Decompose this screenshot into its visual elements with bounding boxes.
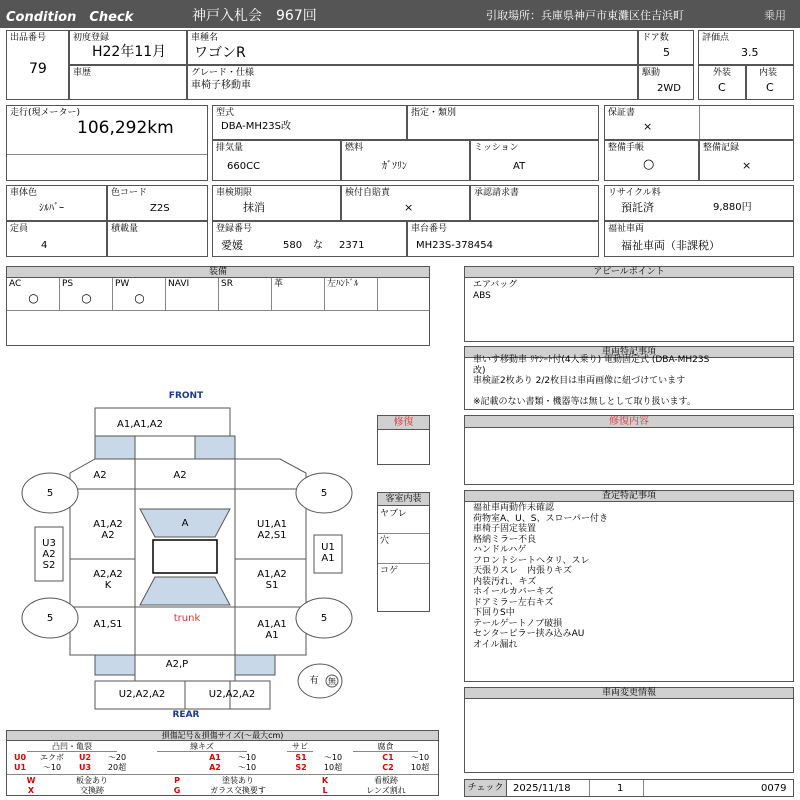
legend-code: K — [321, 776, 329, 785]
reg-cell — [69, 30, 187, 65]
score-label: 評価点 — [702, 33, 730, 43]
tire-rear-right-depth: 5 — [320, 613, 328, 624]
inspect-cell — [212, 185, 341, 221]
disp-value: 660CC — [227, 161, 261, 172]
legend-code: U3 — [78, 763, 92, 772]
lot-number: 79 — [29, 61, 47, 77]
left-step-damage: U3 A2 S2 — [42, 538, 56, 571]
special-title: 車両特記事項 — [465, 347, 793, 358]
name-cell — [187, 30, 638, 65]
regno-label: 登録番号 — [216, 224, 253, 234]
legend-name: ガラス交換要す — [210, 786, 266, 795]
appeal-lines: エアバッグ ABS — [473, 280, 518, 301]
front-label: FRONT — [168, 391, 204, 401]
mission-label: ミッション — [474, 143, 519, 153]
fuel-value: ｶﾞｿﾘﾝ — [382, 161, 407, 172]
hood-center-damage: A2 — [173, 470, 187, 481]
legend-code: L — [322, 786, 328, 795]
equipment-panel — [6, 266, 430, 346]
manual-value: ○ — [643, 157, 655, 172]
regno-kana: な — [313, 240, 323, 251]
mileage-label: 走行(現メーター) — [10, 108, 81, 118]
regno-num: 2371 — [339, 240, 365, 251]
score-cell — [698, 30, 794, 65]
tire-rear-left-depth: 5 — [46, 613, 54, 624]
legend-name: 塗装あり — [222, 776, 254, 785]
legend-size: 〜20 — [107, 753, 127, 762]
maint-cell — [699, 140, 794, 181]
check-date: 2025/11/18 — [513, 783, 571, 794]
legend-size: 〜10 — [237, 763, 257, 772]
left-rear-door-damage: A2,A2 K — [93, 569, 123, 591]
interior-item-burn: コゲ — [380, 566, 399, 576]
equipment-item — [166, 278, 219, 311]
header-bar — [0, 0, 800, 28]
disp-cell — [212, 140, 341, 181]
recycle-status: 預託済 — [621, 201, 654, 214]
welfare-label: 福祉車両 — [608, 224, 645, 234]
tire-front-right-depth: 5 — [320, 488, 328, 499]
colorcode-value: Z2S — [150, 203, 170, 214]
fuel-label: 燃料 — [345, 143, 364, 153]
legend-code: S2 — [295, 763, 307, 772]
legend-name: 交換跡 — [80, 786, 104, 795]
legend-panel — [6, 730, 439, 796]
legend-code: U0 — [13, 753, 27, 762]
int-label: 内装 — [759, 68, 778, 78]
model-label: 型式 — [216, 108, 235, 118]
legend-code: U2 — [78, 753, 92, 762]
selfins-label: 検付自賠責 — [345, 188, 391, 198]
special-lines: 車いす移動車 ﾘﾔｼｰﾄ付(4人乗り) 電動固定式 (DBA-MH23S 改) 車検証2枚あり 2/2枚目は車両画像に紐づけています ※記載のない書類・機器等は無しとして取り扱います。 — [473, 355, 710, 407]
equipment-item — [113, 278, 166, 311]
selfins-cell — [341, 185, 470, 221]
equipment-item-label: SR — [221, 279, 233, 289]
car-name: ワゴンR — [194, 45, 246, 61]
legend-code: S1 — [295, 753, 307, 762]
legend-size: 10超 — [410, 763, 430, 772]
reg-date: H22年11月 — [92, 44, 167, 60]
int-value: C — [766, 81, 774, 94]
footer-panel — [464, 779, 794, 797]
legend-header: サビ — [287, 742, 313, 752]
recycle-cell — [604, 185, 794, 221]
roof-damage: A — [181, 518, 189, 529]
equipment-item — [272, 278, 325, 311]
selfins-value: × — [404, 201, 414, 214]
warranty-cell — [604, 105, 794, 140]
model-value: DBA-MH23S改 — [221, 121, 292, 132]
regno-cell — [212, 221, 407, 257]
inspection-lines: 福祉車両動作未確認 荷物室A、U、S、スローパー付き 車椅子固定装置 格納ミラー不良 ハンドルハゲ フロントシートヘタリ、スレ 天張りスレ 内張りキズ 内装汚れ、キズ ホイールカバーキズ ドアミラー左右キズ 下回りS中 テールゲートノブ破損 センターピラー挟み込みAU オイル漏れ — [473, 503, 609, 650]
interior-title: 客室内装 — [378, 493, 429, 506]
history-label: 車歴 — [73, 68, 92, 78]
car-diagram — [0, 385, 376, 725]
inspect-label: 車検期限 — [216, 188, 253, 198]
equipment-item-value: ○ — [134, 291, 145, 305]
interior-panel — [377, 492, 430, 612]
lot-label: 出品番号 — [10, 33, 47, 43]
color-cell — [6, 185, 107, 221]
recycle-value: 9,880円 — [713, 202, 752, 213]
legend-code: X — [27, 786, 35, 795]
legend-size: 〜10 — [237, 753, 257, 762]
rear-bumper-right-damage: U2,A2,A2 — [208, 689, 256, 700]
inspection-panel — [464, 490, 794, 682]
equipment-item — [325, 278, 378, 311]
color-label: 車体色 — [10, 188, 38, 198]
ext-value: C — [718, 81, 726, 94]
legend-header: 腐食 — [353, 742, 418, 752]
hood-left-damage: A2 — [93, 470, 107, 481]
legend-header: 線キズ — [157, 742, 247, 752]
check-label: チェック — [465, 780, 507, 796]
check-code: 0079 — [761, 783, 787, 794]
doors-cell — [638, 30, 694, 65]
legend-code: W — [26, 776, 36, 785]
legend-size: 20超 — [107, 763, 127, 772]
equipment-item-label: 革 — [274, 279, 284, 289]
doors-label: ドア数 — [642, 33, 669, 43]
repair-title: 修復 — [378, 416, 429, 430]
check-num: 1 — [617, 783, 624, 794]
manual-cell — [604, 140, 699, 181]
right-quarter-damage: A1,A1 A1 — [257, 619, 287, 641]
legend-name: レンズ割れ — [366, 786, 406, 795]
chassis-cell — [407, 221, 599, 257]
drive-cell — [638, 65, 694, 100]
doors-value: 5 — [663, 46, 670, 59]
designation-cell — [407, 105, 599, 140]
special-panel — [464, 346, 794, 410]
mission-value: AT — [513, 161, 526, 172]
fuel-cell — [341, 140, 470, 181]
equipment-title: 装備 — [7, 267, 429, 278]
legend-code: G — [173, 786, 181, 795]
name-label: 車種名 — [191, 33, 219, 43]
regno-class: 580 — [283, 240, 303, 251]
right-rear-door-damage: A1,A2 S1 — [257, 569, 287, 591]
right-step-damage: U1 A1 — [321, 542, 335, 564]
legend-code: C2 — [382, 763, 394, 772]
mileage-cell — [6, 105, 208, 181]
legend-title: 損傷記号＆損傷サイズ(〜最大cm) — [7, 731, 438, 741]
disp-label: 排気量 — [216, 143, 244, 153]
back-door-damage: A2,P — [165, 659, 189, 670]
left-quarter-damage: A1,S1 — [93, 619, 123, 630]
equipment-item-value: ○ — [28, 291, 39, 305]
equipment-item-value: ○ — [81, 291, 92, 305]
appeal-title: アピールポイント — [465, 267, 793, 278]
spare-tire-icon: 無 — [328, 677, 336, 686]
recycle-label: リサイクル料 — [608, 188, 661, 198]
capacity-label: 定員 — [10, 224, 29, 234]
repair-panel — [377, 415, 430, 465]
drive-value: 2WD — [657, 83, 681, 94]
equipment-item-label: 左ﾊﾝﾄﾞﾙ — [327, 279, 359, 289]
rear-bumper-left-damage: U2,A2,A2 — [118, 689, 166, 700]
maint-label: 整備記録 — [703, 143, 740, 153]
warranty-label: 保証書 — [608, 108, 636, 118]
legend-size: エクボ — [40, 753, 64, 762]
trunk-label: trunk — [173, 613, 201, 624]
ext-label: 外装 — [713, 68, 732, 78]
colorcode-label: 色コード — [111, 188, 148, 198]
designation-label: 指定・類別 — [411, 108, 457, 118]
tire-front-left-depth: 5 — [46, 488, 54, 499]
pickup-location: 引取場所：兵庫県神戸市東灘区住吉浜町 — [486, 9, 684, 22]
legend-size: 〜10 — [42, 763, 62, 772]
left-front-door-damage: A1,A2 A2 — [93, 519, 123, 541]
legend-code: U1 — [13, 763, 27, 772]
repair-detail-title: 修復内容 — [465, 416, 793, 428]
model-cell — [212, 105, 407, 140]
welfare-cell — [604, 221, 794, 257]
drive-label: 駆動 — [642, 68, 661, 78]
legend-name: 板金あり — [76, 776, 108, 785]
auction-title: 神戸入札会 967回 — [192, 8, 317, 24]
colorcode-cell — [107, 185, 208, 221]
inspection-title: 査定特記事項 — [465, 491, 793, 502]
ext-cell — [698, 65, 746, 100]
interior-item-tear: ヤブレ — [380, 509, 407, 519]
front-bumper-damage: A1,A1,A2 — [117, 419, 163, 430]
maint-value: × — [742, 159, 752, 172]
reg-label: 初度登録 — [73, 33, 110, 43]
color-value: ｼﾙﾊﾞｰ — [39, 203, 64, 214]
legend-size: 〜10 — [323, 753, 343, 762]
mission-cell — [470, 140, 599, 181]
equipment-item-label: AC — [9, 279, 22, 289]
spare-tire-label: 有 — [309, 676, 319, 686]
equipment-item — [219, 278, 272, 311]
inspect-value: 抹消 — [243, 201, 265, 214]
grade-value: 車椅子移動車 — [191, 80, 251, 91]
load-cell — [107, 221, 208, 257]
score-value: 3.5 — [741, 46, 759, 59]
approval-cell — [470, 185, 599, 221]
grade-cell — [187, 65, 638, 100]
repair-detail-panel — [464, 415, 794, 485]
capacity-value: 4 — [41, 240, 48, 251]
regno-area: 愛媛 — [221, 239, 243, 252]
legend-name: 看板跡 — [374, 776, 398, 785]
appeal-panel — [464, 266, 794, 342]
welfare-value: 福祉車両（非課税） — [621, 239, 720, 252]
capacity-cell — [6, 221, 107, 257]
legend-size: 10超 — [323, 763, 343, 772]
equipment-item — [60, 278, 113, 311]
interior-item-hole: 穴 — [380, 536, 390, 546]
grade-label: グレード・仕様 — [191, 68, 255, 78]
equipment-item-label: PW — [115, 279, 130, 289]
equipment-item-label: PS — [62, 279, 74, 289]
approval-label: 承認請求書 — [474, 188, 520, 198]
int-cell — [746, 65, 794, 100]
manual-label: 整備手帳 — [608, 143, 645, 153]
history-cell — [69, 65, 187, 100]
changes-title: 車両変更情報 — [465, 688, 793, 699]
lot-cell — [6, 30, 69, 100]
changes-panel — [464, 687, 794, 773]
legend-code: A1 — [209, 753, 221, 762]
rear-label: REAR — [172, 710, 200, 720]
load-label: 積載量 — [111, 224, 139, 234]
right-front-door-damage: U1,A1 A2,S1 — [256, 519, 288, 541]
chassis-value: MH23S-378454 — [416, 240, 494, 251]
equipment-item — [7, 278, 60, 311]
legend-code: P — [174, 776, 180, 785]
legend-code: A2 — [209, 763, 221, 772]
legend-size: 〜10 — [410, 753, 430, 762]
warranty-value: × — [643, 120, 653, 133]
mileage-value: 106,292km — [77, 118, 174, 138]
brand-title: Condition Check — [6, 10, 134, 25]
legend-header: 凸凹・亀裂 — [27, 742, 117, 752]
usage-badge: 乗用 — [764, 9, 786, 22]
equipment-item-label: NAVI — [168, 279, 190, 289]
chassis-label: 車台番号 — [411, 224, 448, 234]
legend-code: C1 — [382, 753, 394, 762]
